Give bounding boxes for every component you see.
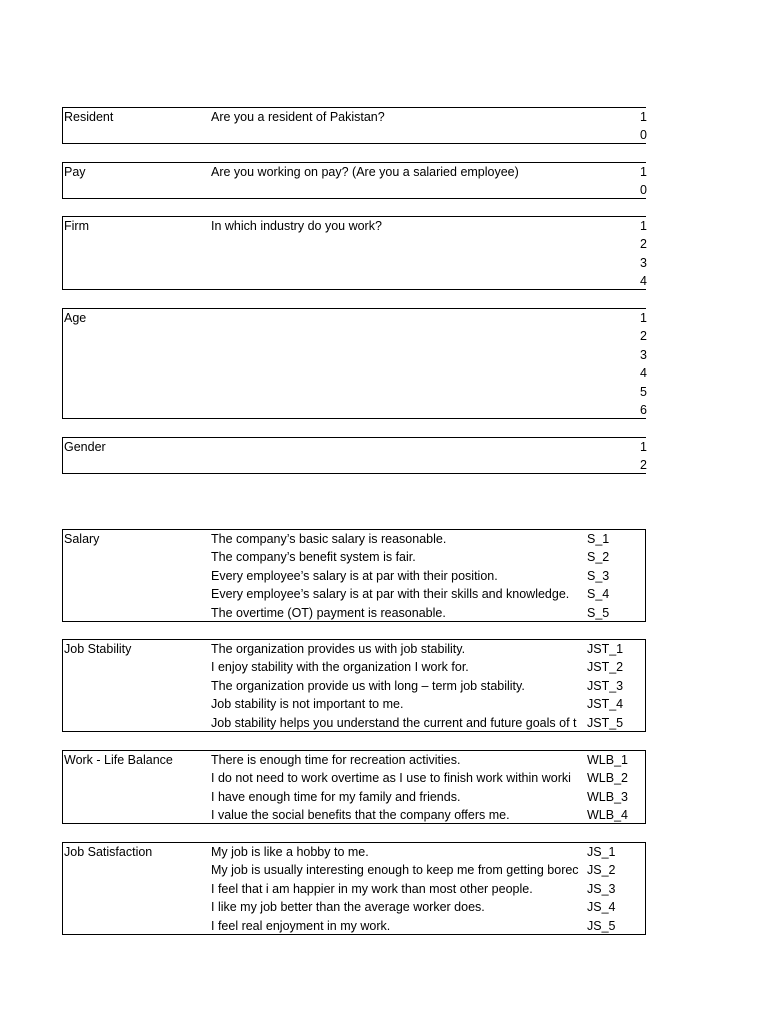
demographic-row [63, 438, 646, 456]
item-code: JS_4 [587, 900, 616, 915]
demographic-row [63, 108, 646, 126]
code-value: 0 [640, 128, 647, 143]
item-row [63, 677, 645, 695]
demographic-row [63, 309, 646, 327]
construct-label: Job Satisfaction [64, 845, 153, 859]
item-row [63, 695, 645, 713]
item-text: I like my job better than the average worker does. [211, 900, 485, 915]
construct-block-job-stability [62, 639, 646, 732]
item-row [63, 604, 645, 622]
code-value: 4 [640, 274, 647, 289]
code-value: 1 [640, 110, 647, 124]
demographic-block-firm [62, 216, 646, 290]
code-value: 4 [640, 366, 647, 381]
demographic-row [63, 126, 646, 144]
item-code: S_1 [587, 532, 610, 546]
demographic-row [63, 383, 646, 401]
item-row [63, 769, 645, 787]
demographic-row [63, 235, 646, 253]
item-text: Every employee’s salary is at par with their position. [211, 568, 498, 583]
item-row [63, 880, 645, 898]
item-code: JST_5 [587, 715, 624, 730]
item-code: WLB_1 [587, 753, 628, 767]
demographic-row [63, 181, 646, 199]
variable-label: Pay [64, 165, 86, 179]
demographic-row [63, 327, 646, 345]
item-code: S_2 [587, 550, 610, 565]
variable-label: Age [64, 311, 87, 325]
item-text: I do not need to work overtime as I use to finish work within worki [211, 771, 571, 786]
item-text: My job is usually interesting enough to keep me from getting borec [211, 863, 579, 878]
item-row [63, 640, 645, 658]
item-text: Job stability helps you understand the current and future goals of t [211, 715, 577, 730]
construct-label: Work - Life Balance [64, 753, 173, 767]
demographic-block-pay [62, 162, 646, 199]
construct-block-job-satisfaction [62, 842, 646, 935]
item-code: S_4 [587, 587, 610, 602]
demographic-row [63, 346, 646, 364]
code-value: 3 [640, 347, 647, 362]
demographic-row [63, 272, 646, 290]
item-text: The company’s benefit system is fair. [211, 550, 416, 565]
item-code: WLB_3 [587, 789, 628, 804]
item-text: I feel that i am happier in my work than most other people. [211, 881, 533, 896]
construct-block-salary [62, 529, 646, 622]
item-row [63, 548, 645, 566]
item-row [63, 714, 645, 732]
code-value: 2 [640, 237, 647, 252]
code-value: 6 [640, 403, 647, 417]
item-code: JS_3 [587, 881, 616, 896]
item-text: The company’s basic salary is reasonable. [211, 532, 447, 546]
item-code: WLB_4 [587, 808, 628, 823]
item-code: JST_2 [587, 660, 624, 675]
construct-label: Job Stability [64, 642, 132, 656]
item-text: Job stability is not important to me. [211, 697, 404, 712]
question-text: Are you working on pay? (Are you a salaried employee) [211, 165, 519, 179]
code-value: 5 [640, 384, 647, 399]
demographic-row [63, 163, 646, 181]
item-row [63, 843, 645, 861]
item-text: My job is like a hobby to me. [211, 845, 369, 859]
demographic-row [63, 254, 646, 272]
item-row [63, 861, 645, 879]
code-value: 1 [640, 219, 647, 233]
code-value: 2 [640, 458, 647, 473]
demographic-block-gender [62, 437, 646, 474]
item-text: There is enough time for recreation activities. [211, 753, 461, 767]
item-code: JST_3 [587, 678, 624, 693]
construct-block-work-life-balance [62, 750, 646, 824]
code-value: 3 [640, 255, 647, 270]
item-text: The organization provide us with long – term job stability. [211, 678, 525, 693]
code-value: 1 [640, 311, 647, 325]
item-row [63, 658, 645, 676]
item-row [63, 898, 645, 916]
demographic-row [63, 456, 646, 474]
question-text: In which industry do you work? [211, 219, 382, 233]
item-text: Every employee’s salary is at par with their skills and knowledge. [211, 587, 570, 602]
item-row [63, 567, 645, 585]
code-value: 0 [640, 183, 647, 198]
item-code: JS_1 [587, 845, 616, 859]
item-code: WLB_2 [587, 771, 628, 786]
code-value: 1 [640, 440, 647, 454]
item-code: S_3 [587, 568, 610, 583]
question-text: Are you a resident of Pakistan? [211, 110, 385, 124]
item-code: JST_4 [587, 697, 624, 712]
demographic-row [63, 401, 646, 419]
item-row [63, 788, 645, 806]
item-code: JST_1 [587, 642, 624, 656]
demographic-block-resident [62, 107, 646, 144]
code-value: 2 [640, 329, 647, 344]
item-text: I enjoy stability with the organization I work for. [211, 660, 469, 675]
item-code: JS_5 [587, 918, 616, 933]
item-row [63, 806, 645, 824]
item-text: The overtime (OT) payment is reasonable. [211, 605, 446, 620]
construct-label: Salary [64, 532, 100, 546]
variable-label: Gender [64, 440, 106, 454]
item-text: I feel real enjoyment in my work. [211, 918, 391, 933]
code-value: 1 [640, 165, 647, 179]
demographic-row [63, 217, 646, 235]
item-text: I have enough time for my family and friends. [211, 789, 461, 804]
item-code: JS_2 [587, 863, 616, 878]
demographic-block-age [62, 308, 646, 419]
item-text: The organization provides us with job stability. [211, 642, 466, 656]
demographic-row [63, 364, 646, 382]
item-code: S_5 [587, 605, 610, 620]
variable-label: Firm [64, 219, 89, 233]
variable-label: Resident [64, 110, 114, 124]
item-row [63, 530, 645, 548]
item-row [63, 585, 645, 603]
item-row [63, 751, 645, 769]
item-row [63, 917, 645, 935]
item-text: I value the social benefits that the company offers me. [211, 808, 510, 823]
